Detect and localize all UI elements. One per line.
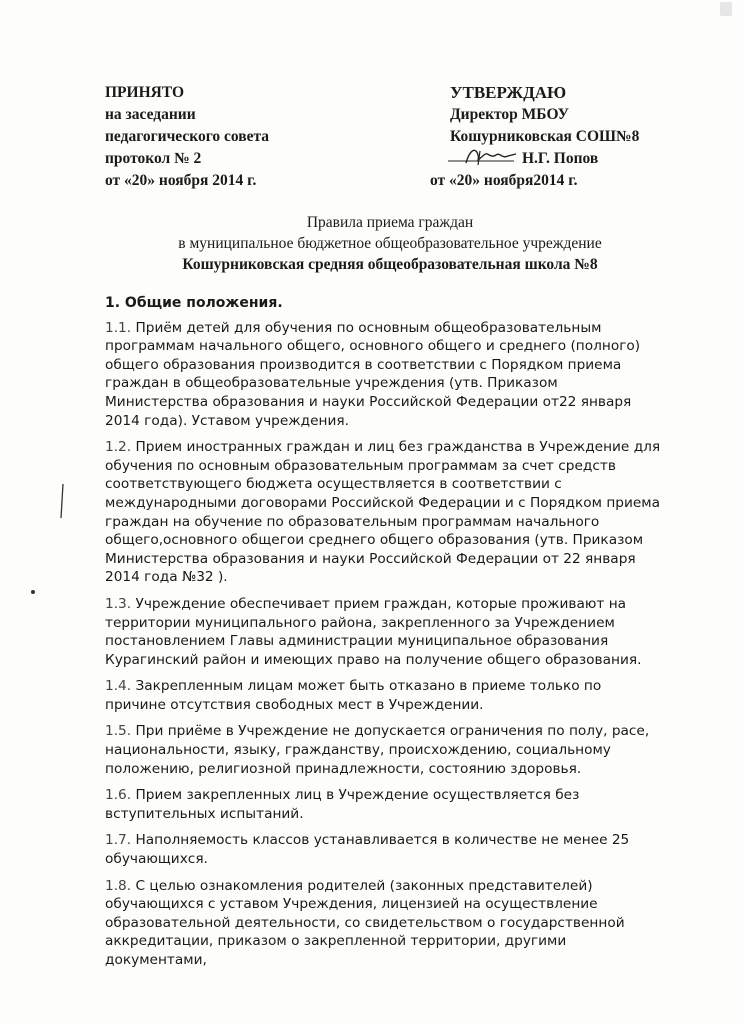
paragraph <box>105 595 665 669</box>
paragraph-text: С целью ознакомления родителей (законных представителей) обучающихся с уставом Учреждения, лицензией на осуществление образовательной деятельности, со свидетельством о государственной аккредитации, приказом о закрепленной территории, другими документами, <box>105 877 625 968</box>
paragraph-number: 1.7. <box>105 832 132 849</box>
paragraph-number: 1.3. <box>105 595 132 612</box>
margin-pen-mark <box>60 484 64 518</box>
paragraph-number: 1.2. <box>105 439 132 456</box>
paragraph <box>105 722 665 778</box>
approval-approve-date: от «20» ноября2014 г. <box>430 172 578 189</box>
approval-approve-line: Кошурниковская СОШ№8 <box>450 128 640 145</box>
paragraph-number: 1.6. <box>105 787 132 804</box>
approval-accepted-line: на заседании <box>105 106 196 123</box>
paragraph <box>105 877 665 970</box>
page-corner-mark <box>720 2 732 16</box>
paragraph-number: 1.5. <box>105 723 132 740</box>
paragraph <box>105 438 665 587</box>
paragraph-number: 1.4. <box>105 678 132 695</box>
approval-approve-line: Директор МБОУ <box>450 106 570 123</box>
title-line: Правила приема граждан <box>306 214 474 231</box>
paragraph-number: 1.8. <box>105 877 132 894</box>
approval-block-accepted <box>105 82 269 192</box>
paragraph-text: Прием закрепленных лиц в Учреждение осуществляется без вступительных испытаний. <box>105 787 580 822</box>
document-body <box>105 294 665 978</box>
approval-block-approve <box>430 82 640 192</box>
approval-approve-title: УТВЕРЖДАЮ <box>450 83 567 102</box>
paragraph-text: Учреждение обеспечивает прием граждан, которые проживают на территории муниципального района, закрепленного за Учреждением постановлением Главы администрации муниципальное образования Курагинский район и имеющих право на получение общего образования. <box>105 595 642 668</box>
approval-accepted-title: ПРИНЯТО <box>105 84 185 101</box>
paragraph-number: 1.1. <box>105 319 132 336</box>
paragraph-text: Прием иностранных граждан и лиц без гражданства в Учреждение для обучения по основным образовательным программам за счет средств соответствующего бюджета осуществляется в соответствии с международными договорами Российской Федерации и с Порядком приема граждан на обучение по образовательным программам начального общего,основного общегои среднего общего образования (утв. Приказом Министерства образования и науки Российской Федерации от 22 января 2014 года №32 ). <box>105 439 661 586</box>
document-title <box>60 212 720 275</box>
approval-accepted-line: педагогического совета <box>105 128 270 145</box>
paragraph <box>105 677 665 714</box>
paragraph-text: Приём детей для обучения по основным общеобразовательным программам начального общего, основного общего и среднего (полного) общего образования производится в соответствии с Порядком приема граждан в общеобразовательные учреждения (утв. Приказом Министерства образования и науки Российской Федерации от22 января 2014 года). Уставом учреждения. <box>105 319 641 429</box>
title-line-school: Кошурниковская средняя общеобразовательная школа №8 <box>182 256 598 273</box>
paragraph <box>105 786 665 823</box>
paragraph-text: Закрепленным лицам может быть отказано в приеме только по причине отсутствия свободных мест в Учреждении. <box>105 678 602 713</box>
margin-dot-mark <box>31 590 35 594</box>
paragraph-text: Наполняемость классов устанавливается в количестве не менее 25 обучающихся. <box>105 832 630 868</box>
approval-signature-name: Н.Г. Попов <box>522 150 599 167</box>
approval-accepted-line: протокол № 2 <box>105 150 202 167</box>
paragraph <box>105 831 665 868</box>
paragraph <box>105 319 665 431</box>
approval-accepted-line: от «20» ноября 2014 г. <box>105 172 257 189</box>
section-heading: 1. Общие положения. <box>105 295 283 311</box>
title-line: в муниципальное бюджетное общеобразовательное учреждение <box>178 235 602 252</box>
paragraph-text: При приёме в Учреждение не допускается ограничения по полу, расе, национальности, языку, гражданству, происхождению, социальному положению, религиозной принадлежности, состоянию здоровья. <box>105 723 650 777</box>
signature-mark <box>444 143 530 169</box>
